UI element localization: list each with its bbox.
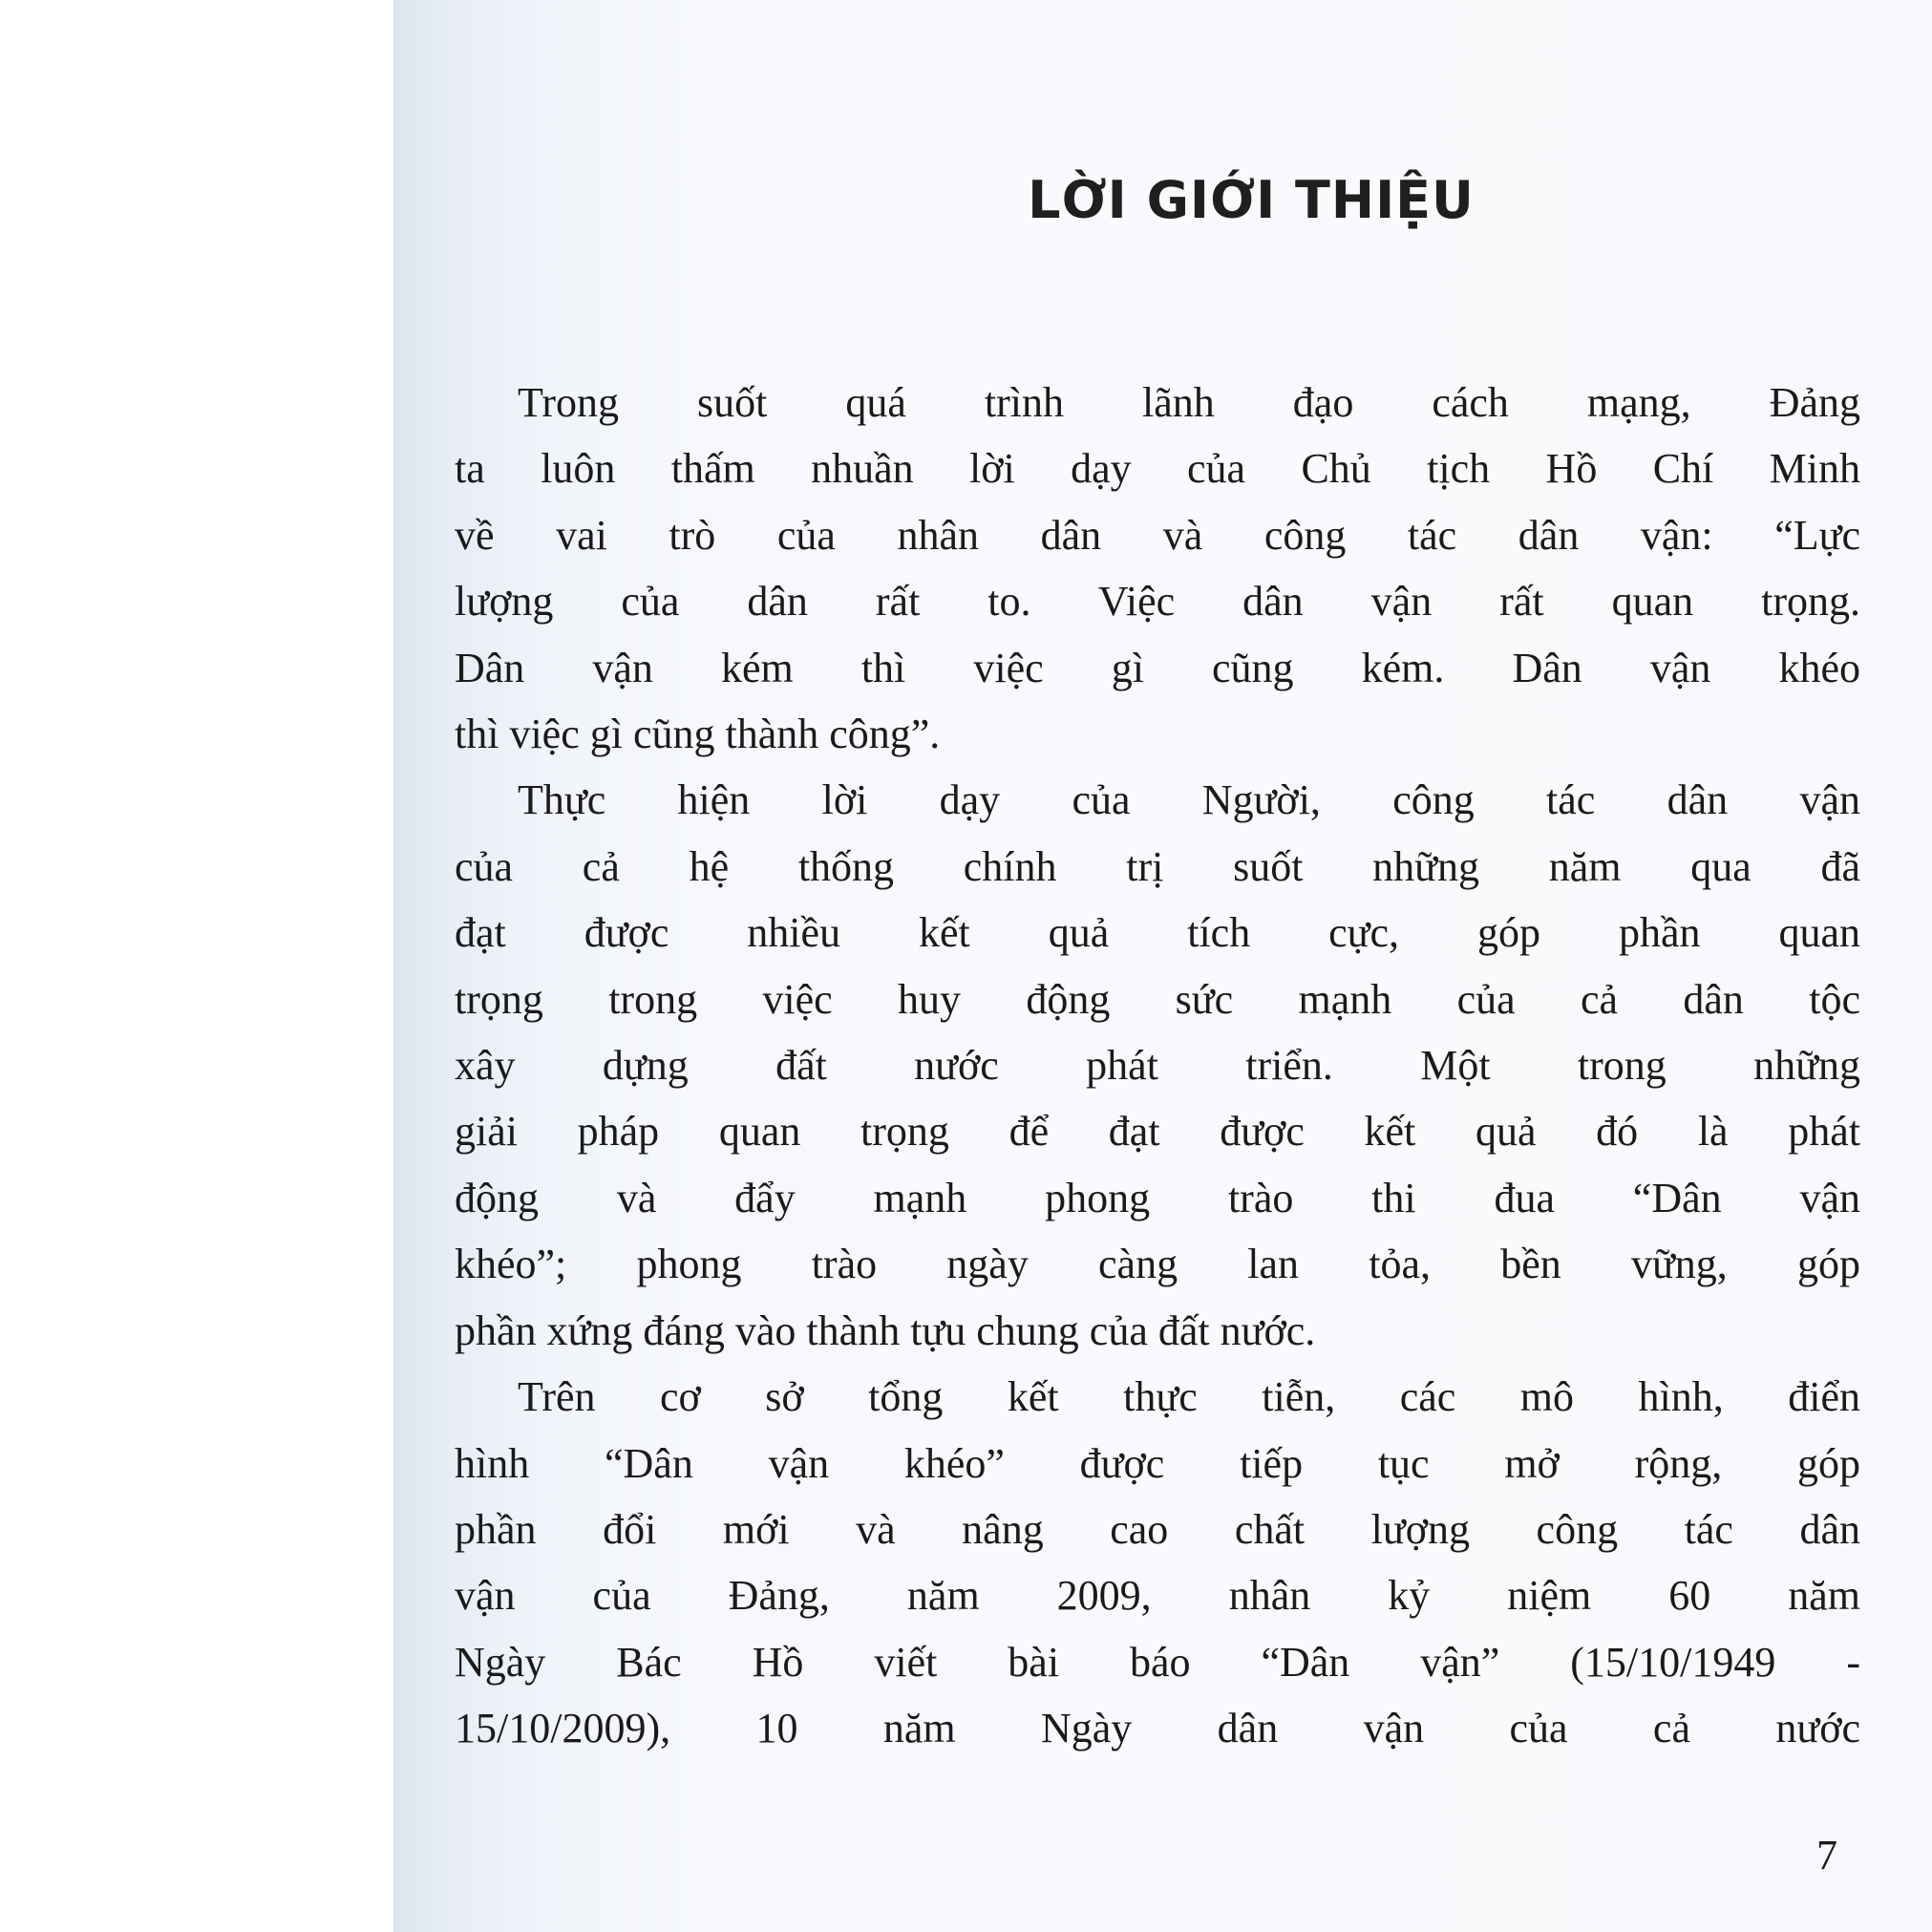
text-line: 15/10/2009), 10 năm Ngày dân vận của cả nước [455, 1705, 1860, 1752]
paragraph-1 [455, 370, 1860, 767]
text-line: thì việc gì cũng thành công”. [455, 711, 941, 758]
text-line: Trên cơ sở tổng kết thực tiễn, các mô hình, điển [518, 1373, 1860, 1421]
page-number: 7 [1816, 1832, 1837, 1879]
text-line: Dân vận kém thì việc gì cũng kém. Dân vận khéo [455, 644, 1860, 691]
text-line: hình “Dân vận khéo” được tiếp tục mở rộng, góp [455, 1439, 1860, 1487]
text-line: của cả hệ thống chính trị suốt những năm qua đã [455, 842, 1860, 890]
paragraph-2 [455, 767, 1860, 1364]
text-line: xây dựng đất nước phát triển. Một trong những [455, 1042, 1860, 1090]
text-line: Thực hiện lời dạy của Người, công tác dân vận [518, 776, 1860, 824]
text-line: Trong suốt quá trình lãnh đạo cách mạng, Đảng [518, 379, 1860, 426]
text-line: phần đổi mới và nâng cao chất lượng công tác dân [455, 1505, 1860, 1553]
text-line: khéo”; phong trào ngày càng lan tỏa, bền vững, góp [455, 1241, 1860, 1288]
paragraph-3 [455, 1364, 1860, 1761]
text-line: phần xứng đáng vào thành tựu chung của đất nước. [455, 1306, 1316, 1354]
text-line: đạt được nhiều kết quả tích cực, góp phần quan [455, 909, 1860, 957]
text-line: lượng của dân rất to. Việc dân vận rất quan trọng. [455, 578, 1860, 626]
text-line: động và đẩy mạnh phong trào thi đua “Dân vận [455, 1174, 1860, 1221]
chapter-heading: LỜI GIỚI THIỆU [1028, 170, 1475, 230]
text-line: giải pháp quan trọng để đạt được kết quả đó là phát [455, 1108, 1860, 1156]
text-line: về vai trò của nhân dân và công tác dân vận: “Lực [455, 511, 1860, 559]
text-line: Ngày Bác Hồ viết bài báo “Dân vận” (15/10/1949 - [455, 1638, 1860, 1686]
text-line: ta luôn thấm nhuần lời dạy của Chủ tịch Hồ Chí Minh [455, 445, 1860, 493]
book-page [393, 0, 1932, 1932]
text-line: vận của Đảng, năm 2009, nhân kỷ niệm 60 năm [455, 1572, 1860, 1620]
body-text [455, 370, 1860, 1762]
text-line: trọng trong việc huy động sức mạnh của cả dân tộc [455, 975, 1860, 1023]
